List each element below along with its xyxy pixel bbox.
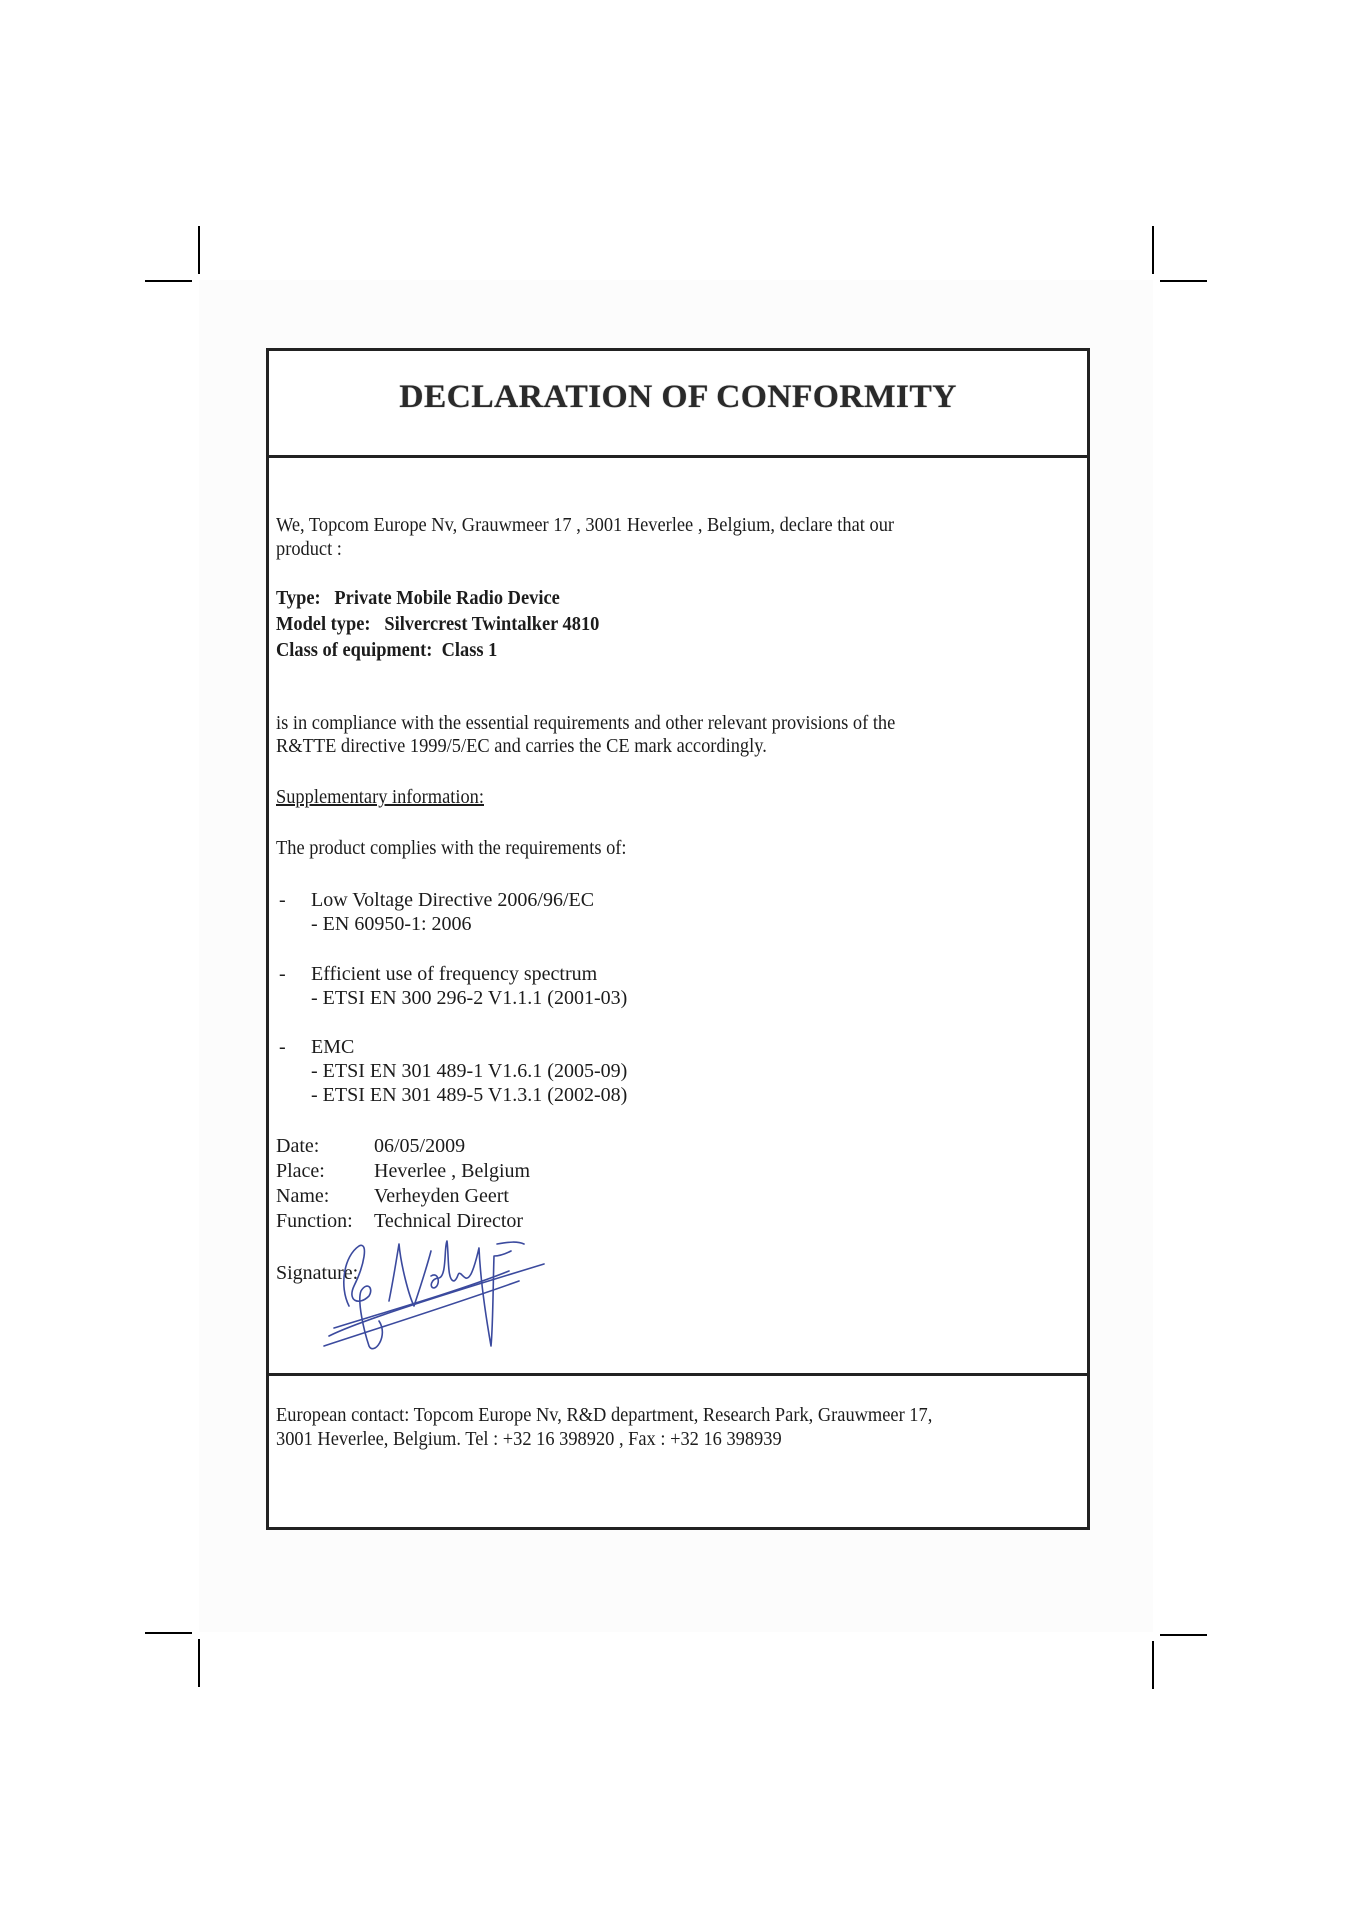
- requirement-title: Efficient use of frequency spectrum: [311, 963, 598, 985]
- crop-mark-top-right-vertical: [1152, 226, 1154, 274]
- intro-line-2: product :: [276, 538, 342, 560]
- crop-mark-bottom-right-vertical: [1152, 1641, 1154, 1689]
- requirement-standard: - ETSI EN 300 296-2 V1.1.1 (2001-03): [311, 987, 628, 1009]
- crop-mark-bottom-left-vertical: [198, 1639, 200, 1687]
- crop-mark-bottom-right-horizontal: [1160, 1634, 1207, 1636]
- product-class: [276, 638, 497, 662]
- compliance-line-1: is in compliance with the essential requirements and other relevant provisions of the: [276, 712, 896, 734]
- intro-line-1: We, Topcom Europe Nv, Grauwmeer 17 , 3001 Heverlee , Belgium, declare that our: [276, 514, 895, 536]
- product-class-value: Class 1: [441, 639, 498, 661]
- detail-function: [276, 1209, 523, 1233]
- detail-label: Name:: [276, 1185, 330, 1207]
- product-model-label: Model type:: [276, 613, 371, 635]
- crop-mark-top-left-vertical: [198, 226, 200, 274]
- header-divider: [269, 455, 1087, 458]
- footer-divider: [269, 1373, 1087, 1376]
- detail-value: Heverlee , Belgium: [374, 1160, 531, 1182]
- product-type-value: Private Mobile Radio Device: [334, 587, 560, 609]
- document-title: DECLARATION OF CONFORMITY: [399, 379, 957, 415]
- detail-value: Technical Director: [374, 1210, 524, 1232]
- declaration-box: [266, 348, 1090, 1530]
- handwritten-signature: [319, 1236, 549, 1356]
- detail-date: [276, 1134, 465, 1158]
- detail-label: Function:: [276, 1210, 353, 1232]
- requirement-standard: - ETSI EN 301 489-1 V1.6.1 (2005-09): [311, 1060, 628, 1082]
- product-type: [276, 586, 560, 610]
- supplementary-heading: Supplementary information:: [276, 786, 484, 808]
- detail-label: Date:: [276, 1135, 320, 1157]
- detail-name: [276, 1184, 509, 1208]
- requirements-intro: The product complies with the requirements of:: [276, 837, 627, 859]
- product-class-label: Class of equipment:: [276, 639, 433, 661]
- crop-mark-top-left-horizontal: [145, 280, 192, 282]
- detail-place: [276, 1159, 530, 1183]
- requirement-standard: - ETSI EN 301 489-5 V1.3.1 (2002-08): [311, 1084, 628, 1106]
- bullet-dash: -: [279, 963, 286, 985]
- product-model-value: Silvercrest Twintalker 4810: [384, 613, 600, 635]
- product-model: [276, 612, 599, 636]
- compliance-line-2: R&TTE directive 1999/5/EC and carries the CE mark accordingly.: [276, 735, 767, 757]
- signature-label: Signature:: [276, 1262, 359, 1284]
- detail-value: Verheyden Geert: [374, 1185, 509, 1207]
- bullet-dash: -: [279, 1036, 286, 1058]
- crop-mark-bottom-left-horizontal: [145, 1632, 192, 1634]
- detail-label: Place:: [276, 1160, 325, 1182]
- bullet-dash: -: [279, 889, 286, 911]
- requirement-title: Low Voltage Directive 2006/96/EC: [311, 889, 595, 911]
- requirement-title: EMC: [311, 1036, 355, 1058]
- contact-line-2: 3001 Heverlee, Belgium. Tel : +32 16 398920 , Fax : +32 16 398939: [276, 1428, 782, 1450]
- crop-mark-top-right-horizontal: [1160, 280, 1207, 282]
- contact-line-1: European contact: Topcom Europe Nv, R&D department, Research Park, Grauwmeer 17,: [276, 1404, 933, 1426]
- detail-value: 06/05/2009: [374, 1135, 466, 1157]
- requirement-standard: - EN 60950-1: 2006: [311, 913, 472, 935]
- product-type-label: Type:: [276, 587, 321, 609]
